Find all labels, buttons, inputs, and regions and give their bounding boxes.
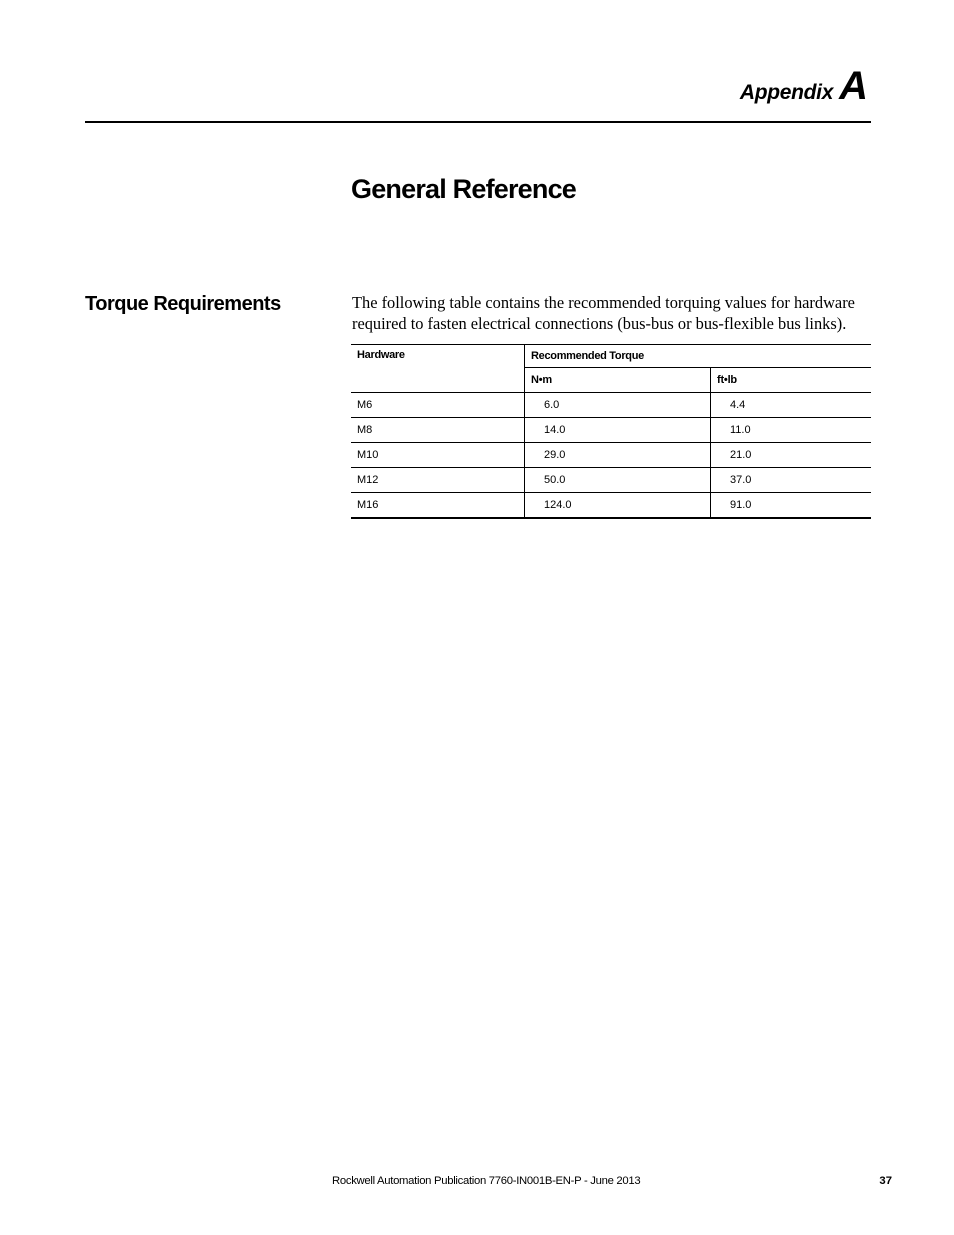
page-title: General Reference bbox=[351, 174, 577, 204]
table-row bbox=[351, 443, 871, 468]
cell-hardware: M10 bbox=[351, 443, 525, 468]
page-number: 37 bbox=[879, 1175, 892, 1187]
cell-hardware: M6 bbox=[351, 393, 525, 418]
cell-ftlb: 4.4 bbox=[730, 399, 746, 411]
header-ftlb: ft•lb bbox=[711, 368, 872, 393]
table-header-row bbox=[351, 345, 871, 368]
cell-ftlb: 91.0 bbox=[711, 493, 872, 519]
header-rule bbox=[85, 121, 871, 123]
table-body bbox=[351, 393, 871, 519]
header-nm: N•m bbox=[525, 368, 711, 393]
table-row bbox=[351, 468, 871, 493]
table-row bbox=[351, 493, 871, 519]
appendix-heading bbox=[740, 66, 868, 106]
torque-table bbox=[351, 344, 871, 519]
intro-paragraph: The following table contains the recommended torquing values for hardware required to fasten electrical connections (bus-bus or bus-flexible bus links). bbox=[352, 293, 855, 333]
appendix-label: Appendix bbox=[739, 81, 834, 104]
cell-nm: 50.0 bbox=[525, 468, 711, 493]
cell-nm: 29.0 bbox=[525, 443, 711, 468]
table-row bbox=[351, 393, 871, 418]
cell-nm: 124.0 bbox=[525, 493, 711, 519]
cell-hardware: M12 bbox=[351, 468, 525, 493]
cell-hardware: M8 bbox=[351, 418, 525, 443]
cell-nm: 6.0 bbox=[525, 393, 711, 418]
cell-nm: 14.0 bbox=[525, 418, 711, 443]
appendix-letter: A bbox=[839, 64, 868, 108]
header-hardware: Hardware bbox=[351, 345, 525, 393]
table-row bbox=[351, 418, 871, 443]
header-recommended-torque: Recommended Torque bbox=[525, 345, 872, 368]
cell-ftlb: 11.0 bbox=[711, 418, 872, 443]
cell-ftlb: 21.0 bbox=[711, 443, 872, 468]
cell-ftlb: 37.0 bbox=[711, 468, 872, 493]
section-heading: Torque Requirements bbox=[85, 293, 281, 315]
cell-hardware: M16 bbox=[351, 493, 525, 519]
footer-publication: Rockwell Automation Publication 7760-IN001B-EN-P - June 2013 bbox=[332, 1175, 641, 1187]
